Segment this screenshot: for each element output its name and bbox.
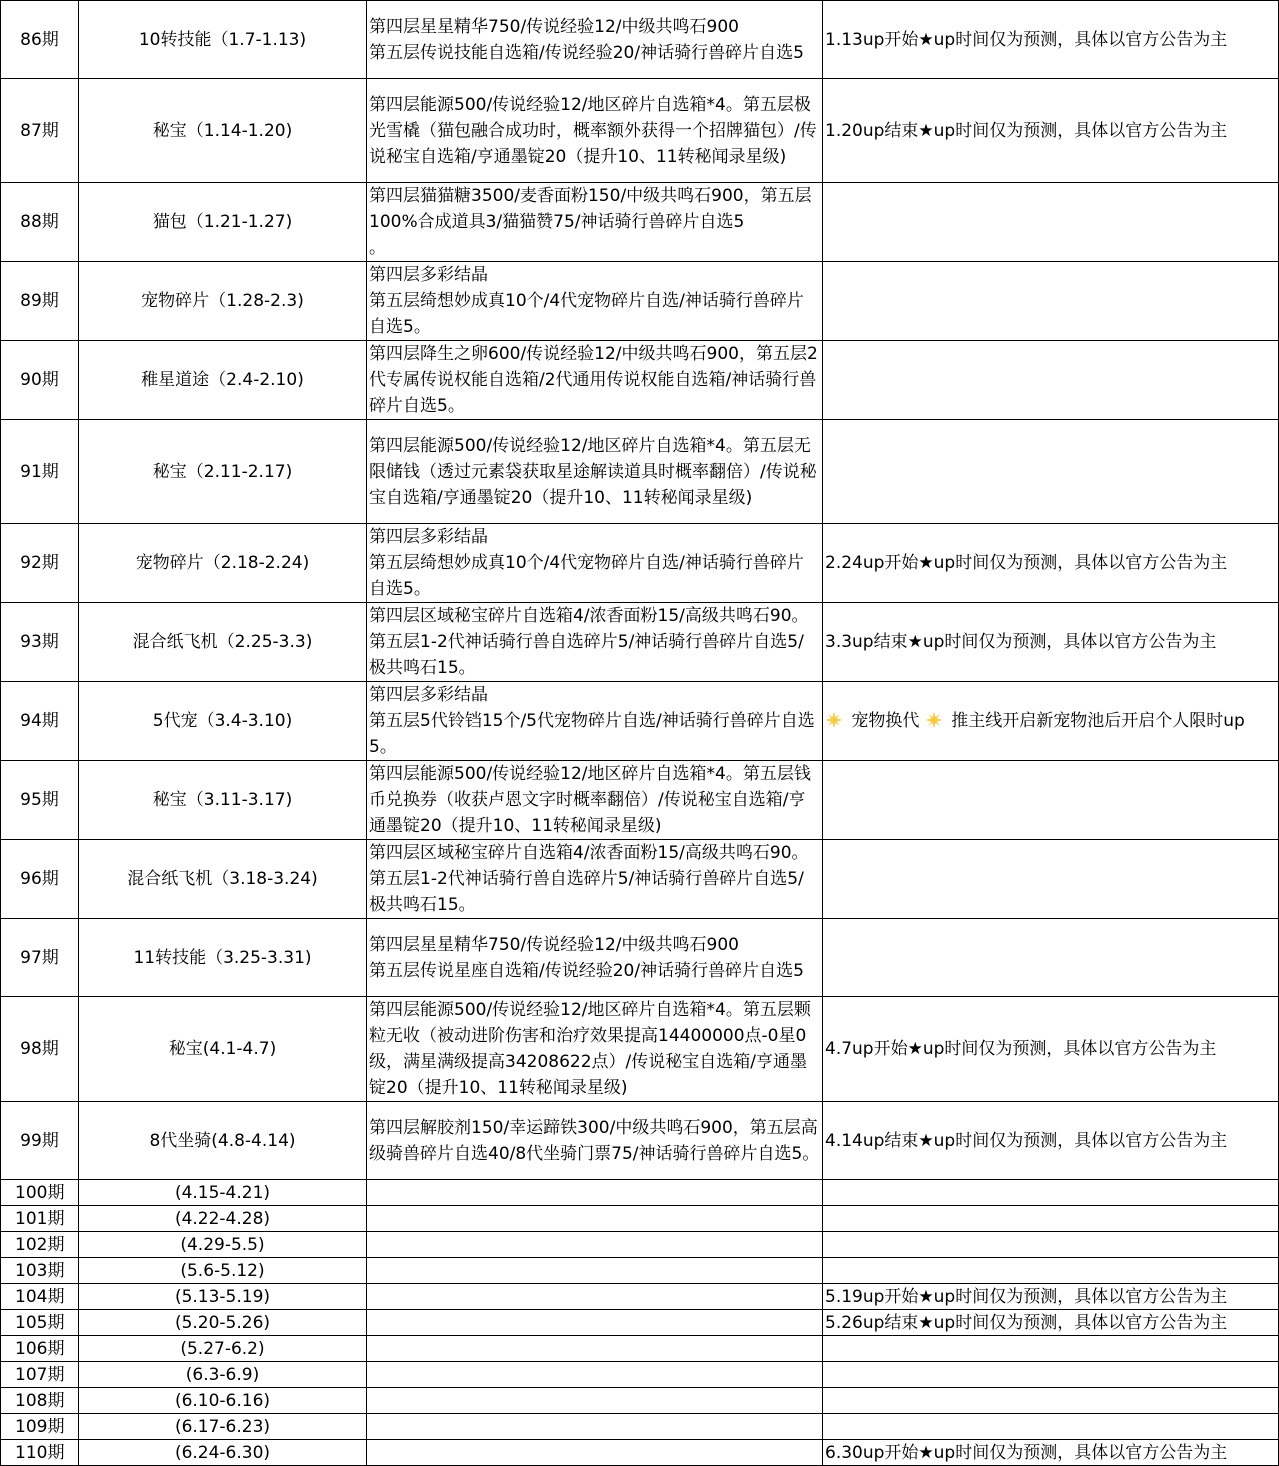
- reward-cell: 第四层多彩结晶 第五层5代铃铛15个/5代宠物碎片自选/神话骑行兽碎片自选5。: [367, 682, 823, 761]
- note-cell: [823, 1336, 1279, 1362]
- table-row: [1, 1102, 1279, 1180]
- period-cell: 95期: [1, 761, 79, 840]
- table-row: [1, 1310, 1279, 1336]
- reward-cell: [367, 1284, 823, 1310]
- note-cell: [823, 1206, 1279, 1232]
- period-cell: 106期: [1, 1336, 79, 1362]
- theme-cell: (5.13-5.19): [79, 1284, 367, 1310]
- note-cell: [823, 1232, 1279, 1258]
- note-cell: 6.30up开始★up时间仅为预测，具体以官方公告为主: [823, 1440, 1279, 1466]
- theme-cell: 混合纸飞机（2.25-3.3): [79, 603, 367, 682]
- table-row: [1, 1206, 1279, 1232]
- table-row: [1, 262, 1279, 341]
- note-cell: 4.14up结束★up时间仅为预测，具体以官方公告为主: [823, 1102, 1279, 1180]
- table-row: [1, 840, 1279, 919]
- note-cell: [823, 919, 1279, 997]
- note-cell: [823, 761, 1279, 840]
- theme-cell: (6.10-6.16): [79, 1388, 367, 1414]
- note-cell: [823, 1180, 1279, 1206]
- table-row: [1, 1284, 1279, 1310]
- period-cell: 97期: [1, 919, 79, 997]
- note-text: 推主线开启新宠物池后开启个人限时up: [951, 711, 1245, 731]
- period-cell: 86期: [1, 1, 79, 79]
- period-cell: 89期: [1, 262, 79, 341]
- reward-cell: [367, 1206, 823, 1232]
- theme-cell: (6.17-6.23): [79, 1414, 367, 1440]
- note-cell: 2.24up开始★up时间仅为预测，具体以官方公告为主: [823, 524, 1279, 603]
- theme-cell: 5代宠（3.4-3.10): [79, 682, 367, 761]
- reward-cell: 第四层能源500/传说经验12/地区碎片自选箱*4。第五层极光雪橇（猫包融合成功时，概率额外获得一个招牌猫包）/传说秘宝自选箱/亨通墨锭20（提升10、11转秘闻录星级): [367, 79, 823, 183]
- reward-cell: [367, 1310, 823, 1336]
- table-row: [1, 1232, 1279, 1258]
- note-cell: 4.7up开始★up时间仅为预测，具体以官方公告为主: [823, 997, 1279, 1102]
- theme-cell: 10转技能（1.7-1.13): [79, 1, 367, 79]
- note-cell: [823, 420, 1279, 524]
- table-row: [1, 1440, 1279, 1466]
- theme-cell: (6.3-6.9): [79, 1362, 367, 1388]
- note-cell: [823, 1414, 1279, 1440]
- sparkle-icon: [925, 711, 943, 729]
- table-row: [1, 997, 1279, 1102]
- period-cell: 88期: [1, 183, 79, 262]
- note-cell: 5.26up结束★up时间仅为预测，具体以官方公告为主: [823, 1310, 1279, 1336]
- theme-cell: 稚星道途（2.4-2.10): [79, 341, 367, 420]
- table-row: [1, 1336, 1279, 1362]
- period-cell: 101期: [1, 1206, 79, 1232]
- period-cell: 100期: [1, 1180, 79, 1206]
- theme-cell: 秘宝(4.1-4.7): [79, 997, 367, 1102]
- table-row: [1, 341, 1279, 420]
- period-cell: 110期: [1, 1440, 79, 1466]
- table-row: [1, 1, 1279, 79]
- reward-cell: 第四层解胶剂150/幸运蹄铁300/中级共鸣石900，第五层高级骑兽碎片自选40/8代坐骑门票75/神话骑行兽碎片自选5。: [367, 1102, 823, 1180]
- note-cell: 1.13up开始★up时间仅为预测，具体以官方公告为主: [823, 1, 1279, 79]
- period-cell: 108期: [1, 1388, 79, 1414]
- period-cell: 92期: [1, 524, 79, 603]
- period-cell: 98期: [1, 997, 79, 1102]
- note-title: 宠物换代: [851, 711, 920, 731]
- period-cell: 104期: [1, 1284, 79, 1310]
- period-cell: 105期: [1, 1310, 79, 1336]
- reward-cell: 第四层能源500/传说经验12/地区碎片自选箱*4。第五层钱币兑换券（收获卢恩文字时概率翻倍）/传说秘宝自选箱/亨通墨锭20（提升10、11转秘闻录星级): [367, 761, 823, 840]
- period-cell: 93期: [1, 603, 79, 682]
- theme-cell: 秘宝（2.11-2.17): [79, 420, 367, 524]
- table-row: [1, 524, 1279, 603]
- reward-cell: [367, 1362, 823, 1388]
- reward-cell: 第四层猫猫糖3500/麦香面粉150/中级共鸣石900，第五层100%合成道具3/猫猫赞75/神话骑行兽碎片自选5 。: [367, 183, 823, 262]
- reward-cell: [367, 1180, 823, 1206]
- period-cell: 96期: [1, 840, 79, 919]
- table-row: [1, 1258, 1279, 1284]
- note-cell: 5.19up开始★up时间仅为预测，具体以官方公告为主: [823, 1284, 1279, 1310]
- theme-cell: (4.29-5.5): [79, 1232, 367, 1258]
- period-cell: 109期: [1, 1414, 79, 1440]
- period-cell: 99期: [1, 1102, 79, 1180]
- theme-cell: 混合纸飞机（3.18-3.24): [79, 840, 367, 919]
- theme-cell: 猫包（1.21-1.27): [79, 183, 367, 262]
- table-row: [1, 1414, 1279, 1440]
- reward-cell: 第四层星星精华750/传说经验12/中级共鸣石900 第五层传说星座自选箱/传说经验20/神话骑行兽碎片自选5: [367, 919, 823, 997]
- note-cell: [823, 1388, 1279, 1414]
- period-cell: 103期: [1, 1258, 79, 1284]
- table-row: [1, 761, 1279, 840]
- theme-cell: (5.27-6.2): [79, 1336, 367, 1362]
- reward-cell: 第四层星星精华750/传说经验12/中级共鸣石900 第五层传说技能自选箱/传说经验20/神话骑行兽碎片自选5: [367, 1, 823, 79]
- note-cell: [823, 840, 1279, 919]
- table-row: [1, 1388, 1279, 1414]
- theme-cell: 宠物碎片（1.28-2.3): [79, 262, 367, 341]
- table-row: [1, 1180, 1279, 1206]
- theme-cell: (5.6-5.12): [79, 1258, 367, 1284]
- note-cell: [823, 262, 1279, 341]
- reward-cell: 第四层区域秘宝碎片自选箱4/浓香面粉15/高级共鸣石90。第五层1-2代神话骑行兽自选碎片5/神话骑行兽碎片自选5/极共鸣石15。: [367, 840, 823, 919]
- note-cell: [823, 341, 1279, 420]
- note-cell: 1.20up结束★up时间仅为预测，具体以官方公告为主: [823, 79, 1279, 183]
- reward-cell: [367, 1336, 823, 1362]
- theme-cell: 秘宝（1.14-1.20): [79, 79, 367, 183]
- theme-cell: 11转技能（3.25-3.31): [79, 919, 367, 997]
- period-cell: 91期: [1, 420, 79, 524]
- reward-cell: 第四层降生之卵600/传说经验12/中级共鸣石900，第五层2代专属传说权能自选箱/2代通用传说权能自选箱/神话骑行兽碎片自选5。: [367, 341, 823, 420]
- note-cell: [823, 1362, 1279, 1388]
- reward-cell: [367, 1414, 823, 1440]
- theme-cell: 8代坐骑(4.8-4.14): [79, 1102, 367, 1180]
- table-row: [1, 420, 1279, 524]
- reward-cell: 第四层能源500/传说经验12/地区碎片自选箱*4。第五层无限储钱（透过元素袋获取星途解读道具时概率翻倍）/传说秘宝自选箱/亨通墨锭20（提升10、11转秘闻录星级): [367, 420, 823, 524]
- reward-cell: [367, 1388, 823, 1414]
- table-row: [1, 603, 1279, 682]
- period-cell: 107期: [1, 1362, 79, 1388]
- note-cell: [823, 1258, 1279, 1284]
- period-cell: 87期: [1, 79, 79, 183]
- theme-cell: 宠物碎片（2.18-2.24): [79, 524, 367, 603]
- table-row: [1, 79, 1279, 183]
- theme-cell: (4.15-4.21): [79, 1180, 367, 1206]
- sparkle-icon: [825, 711, 843, 729]
- note-cell: [823, 682, 1279, 761]
- theme-cell: 秘宝（3.11-3.17): [79, 761, 367, 840]
- reward-cell: [367, 1232, 823, 1258]
- reward-cell: 第四层能源500/传说经验12/地区碎片自选箱*4。第五层颗粒无收（被动进阶伤害和治疗效果提高14400000点-0星0级，满星满级提高34208622点）/传说秘宝自选箱/亨通墨锭20（提升10、11转秘闻录星级): [367, 997, 823, 1102]
- period-cell: 94期: [1, 682, 79, 761]
- schedule-body: [1, 1, 1279, 1466]
- theme-cell: (5.20-5.26): [79, 1310, 367, 1336]
- theme-cell: (6.24-6.30): [79, 1440, 367, 1466]
- period-cell: 90期: [1, 341, 79, 420]
- reward-cell: 第四层多彩结晶 第五层绮想妙成真10个/4代宠物碎片自选/神话骑行兽碎片自选5。: [367, 262, 823, 341]
- table-row: [1, 1362, 1279, 1388]
- reward-cell: [367, 1258, 823, 1284]
- reward-cell: 第四层区域秘宝碎片自选箱4/浓香面粉15/高级共鸣石90。第五层1-2代神话骑行兽自选碎片5/神话骑行兽碎片自选5/极共鸣石15。: [367, 603, 823, 682]
- table-row: [1, 919, 1279, 997]
- theme-cell: (4.22-4.28): [79, 1206, 367, 1232]
- table-row: [1, 682, 1279, 761]
- reward-cell: 第四层多彩结晶 第五层绮想妙成真10个/4代宠物碎片自选/神话骑行兽碎片自选5。: [367, 524, 823, 603]
- period-cell: 102期: [1, 1232, 79, 1258]
- table-row: [1, 183, 1279, 262]
- note-cell: [823, 183, 1279, 262]
- reward-cell: [367, 1440, 823, 1466]
- note-cell: 3.3up结束★up时间仅为预测，具体以官方公告为主: [823, 603, 1279, 682]
